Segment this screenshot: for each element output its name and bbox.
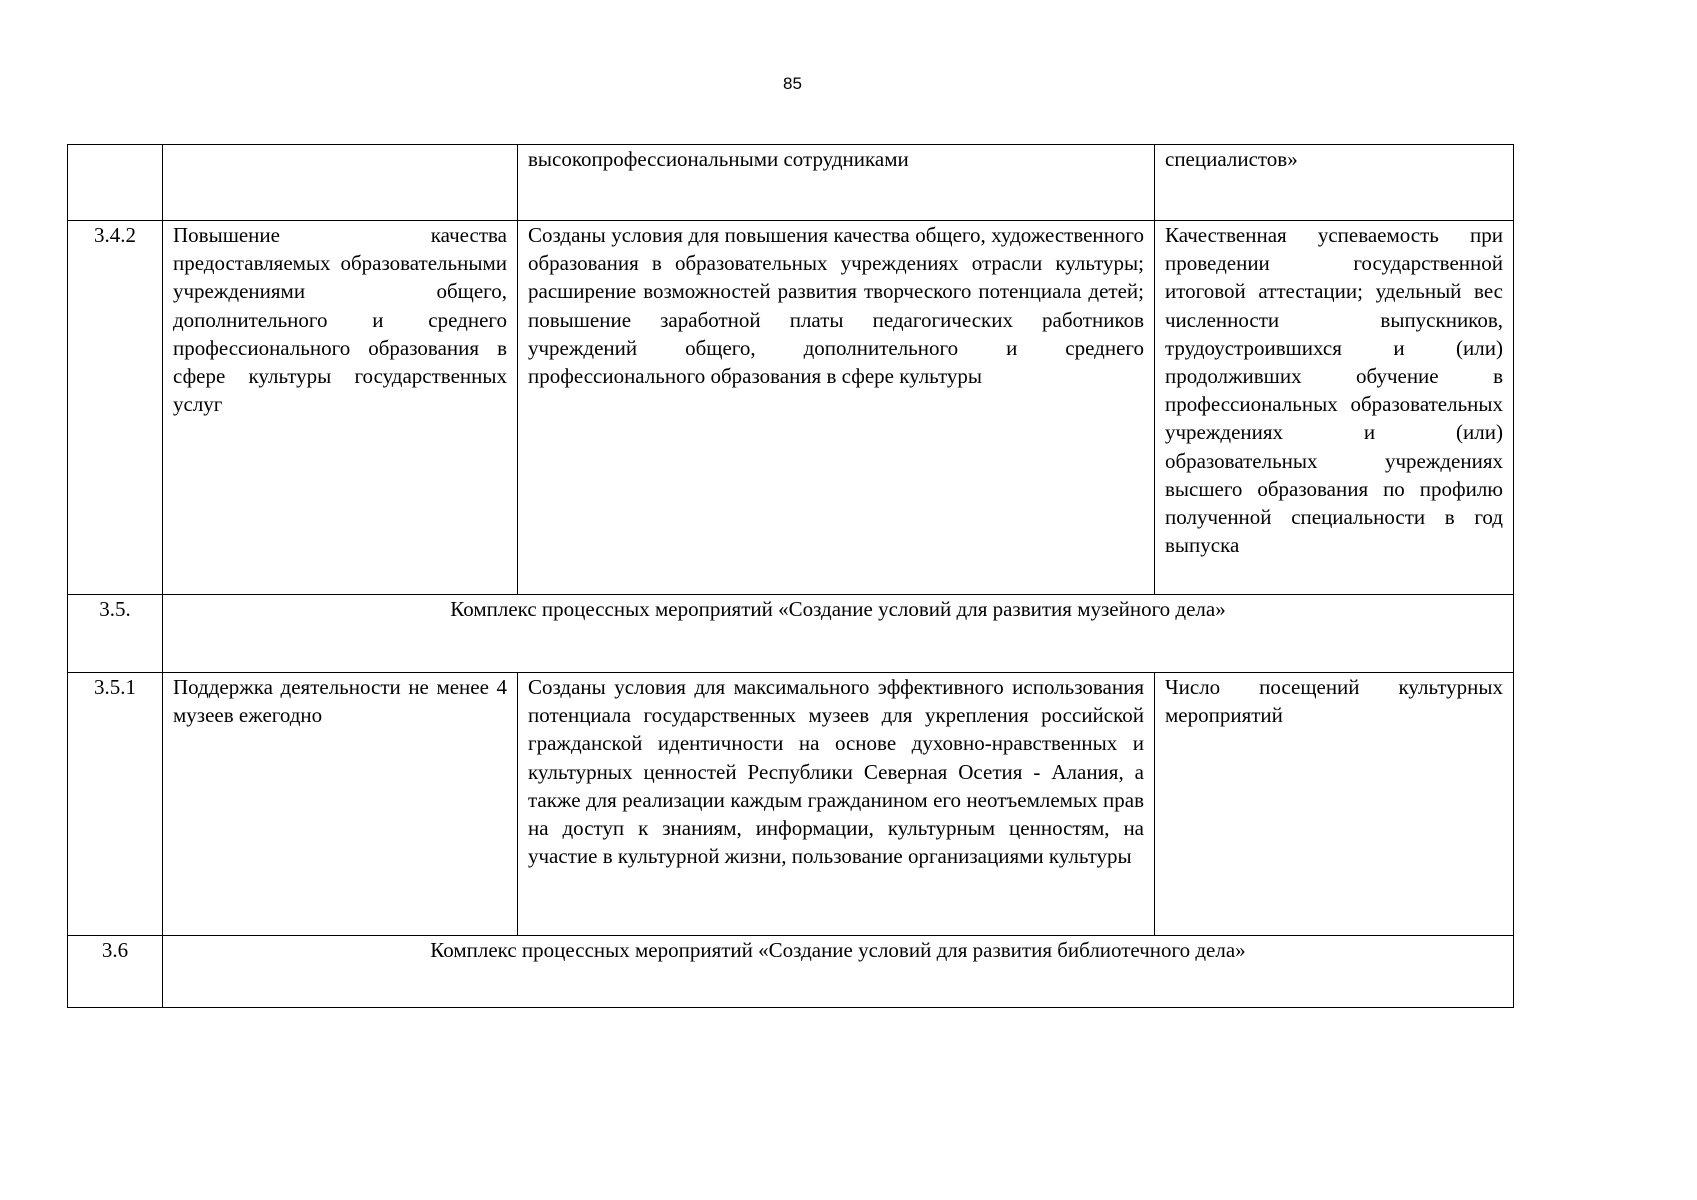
row-number-cell: 3.5.1 [68,673,163,936]
result-cell: Созданы условия для максимального эффективного использования потенциала государственных музеев для укрепления российской гражданской идентичности на основе духовно-нравственных и культурных ценностей Республики Северная Осетия - Алания, а также для реализации каждым гражданином его неотъемлемых прав на доступ к знаниям, информации, культурным ценностям, на участие в культурной жизни, пользование организациями культуры [518,673,1155,936]
row-number-cell: 3.6 [68,936,163,1008]
result-cell: высокопрофессиональными сотрудниками [518,145,1155,221]
indicator-cell: специалистов» [1155,145,1514,221]
section-title-cell: Комплекс процессных мероприятий «Создание условий для развития музейного дела» [163,595,1514,673]
indicator-cell: Число посещений культурных мероприятий [1155,673,1514,936]
row-number-cell: 3.5. [68,595,163,673]
table-row-3-6-section [68,936,1514,1008]
table-row-3-5-section [68,595,1514,673]
table-row-3-5-1 [68,673,1514,936]
table-row-continuation [68,145,1514,221]
task-cell: Повышение качества предоставляемых образовательными учреждениями общего, дополнительного и среднего профессионального образования в сфере культуры государственных услуг [163,221,518,595]
program-table [67,144,1514,1008]
section-title-cell: Комплекс процессных мероприятий «Создание условий для развития библиотечного дела» [163,936,1514,1008]
table-row-3-4-2 [68,221,1514,595]
result-cell: Созданы условия для повышения качества общего, художественного образования в образовательных учреждениях отрасли культуры; расширение возможностей развития творческого потенциала детей; повышение заработной платы педагогических работников учреждений общего, дополнительного и среднего профессионального образования в сфере культуры [518,221,1155,595]
page-number: 85 [783,74,802,93]
task-cell: Поддержка деятельности не менее 4 музеев ежегодно [163,673,518,936]
row-number-cell [68,145,163,221]
row-number-cell: 3.4.2 [68,221,163,595]
indicator-cell: Качественная успеваемость при проведении государственной итоговой аттестации; удельный вес численности выпускников, трудоустроившихся и (или) продолживших обучение в профессиональных образовательных учреждениях и (или) образовательных учреждениях высшего образования по профилю полученной специальности в год выпуска [1155,221,1514,595]
task-cell [163,145,518,221]
